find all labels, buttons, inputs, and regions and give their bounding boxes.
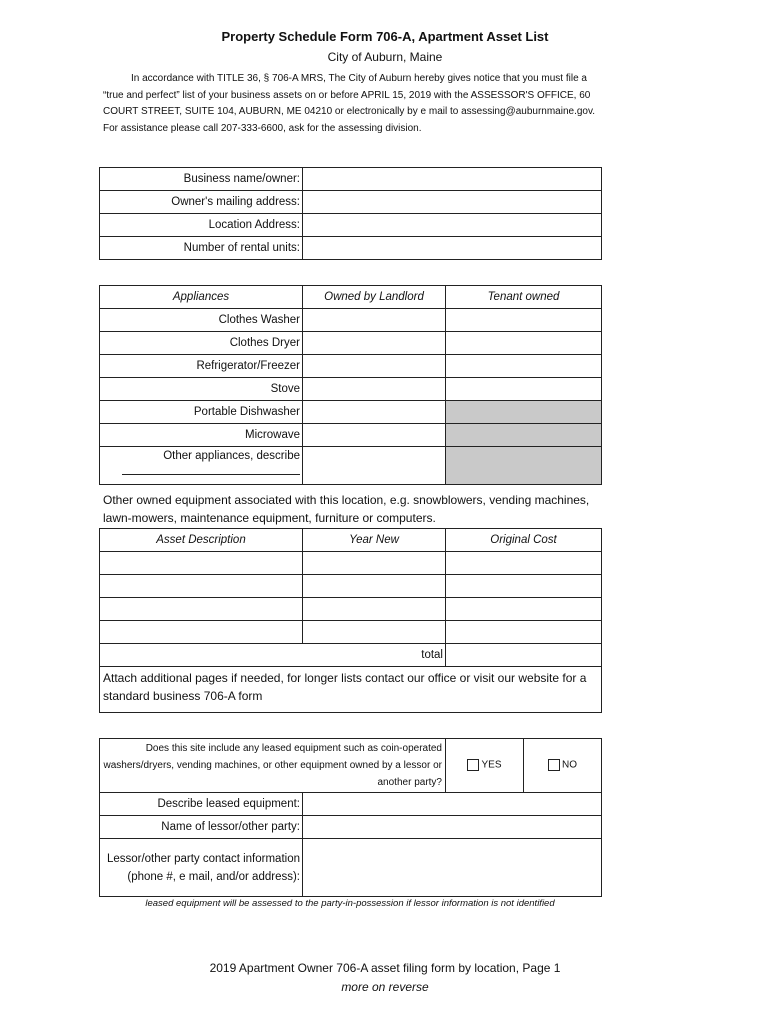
appliance-row (100, 309, 602, 332)
leased-equipment-table (99, 738, 602, 897)
tenant-cell[interactable] (446, 309, 602, 332)
total-label: total (100, 644, 446, 667)
attach-note: Attach additional pages if needed, for longer lists contact our office or visit our website for a standard business 706-A form (100, 667, 602, 713)
equipment-note: Other owned equipment associated with this location, e.g. snowblowers, vending machines, lawn-mowers, maintenance equipment, furniture or computers. (103, 493, 590, 525)
appliance-row (100, 378, 602, 401)
leased-note: leased equipment will be assessed to the party-in-possession if lessor information is not identified (145, 898, 555, 909)
tenant-cell-disabled (446, 447, 602, 485)
appliance-label: Clothes Dryer (100, 332, 303, 355)
equipment-table (99, 528, 602, 713)
no-label: NO (562, 759, 577, 771)
asset-description-cell[interactable] (100, 598, 303, 621)
asset-description-cell[interactable] (100, 552, 303, 575)
appliance-label: Other appliances, describe (163, 450, 300, 462)
tenant-cell[interactable] (446, 332, 602, 355)
lessor-name-row (100, 816, 602, 839)
tenant-cell[interactable] (446, 355, 602, 378)
mailing-address-field[interactable] (303, 191, 602, 214)
location-address-row (100, 214, 602, 237)
location-address-label: Location Address: (100, 214, 303, 237)
describe-leased-label: Describe leased equipment: (100, 793, 303, 816)
leased-question-row (100, 739, 602, 793)
equipment-row (100, 552, 602, 575)
describe-leased-field[interactable] (303, 793, 602, 816)
describe-blank-line[interactable] (102, 464, 300, 480)
tenant-cell-disabled (446, 401, 602, 424)
appliance-row (100, 355, 602, 378)
form-subtitle: City of Auburn, Maine (327, 50, 443, 64)
appliances-header: Appliances (100, 286, 303, 309)
appliance-label: Refrigerator/Freezer (100, 355, 303, 378)
owned-by-landlord-header: Owned by Landlord (303, 286, 446, 309)
tenant-owned-header: Tenant owned (446, 286, 602, 309)
original-cost-cell[interactable] (446, 598, 602, 621)
mailing-address-label: Owner's mailing address: (100, 191, 303, 214)
asset-description-header: Asset Description (100, 529, 303, 552)
lessor-name-label: Name of lessor/other party: (100, 816, 303, 839)
no-option[interactable] (524, 739, 602, 793)
equipment-row (100, 598, 602, 621)
landlord-cell[interactable] (303, 309, 446, 332)
business-name-row (100, 168, 602, 191)
year-new-cell[interactable] (303, 621, 446, 644)
lessor-contact-row (100, 839, 602, 897)
yes-label: YES (481, 759, 502, 771)
total-cost-cell[interactable] (446, 644, 602, 667)
landlord-cell[interactable] (303, 424, 446, 447)
appliance-row (100, 401, 602, 424)
tenant-cell[interactable] (446, 378, 602, 401)
appliance-row-other (100, 447, 602, 485)
no-checkbox[interactable] (548, 759, 560, 771)
business-info-table (99, 167, 602, 260)
footer-title: 2019 Apartment Owner 706-A asset filing form by location, Page 1 (209, 961, 561, 975)
lessor-name-field[interactable] (303, 816, 602, 839)
original-cost-cell[interactable] (446, 575, 602, 598)
landlord-cell[interactable] (303, 378, 446, 401)
rental-units-field[interactable] (303, 237, 602, 260)
equipment-header-row (100, 529, 602, 552)
equipment-row (100, 621, 602, 644)
landlord-cell[interactable] (303, 355, 446, 378)
leased-question: Does this site include any leased equipment such as coin-operated washers/dryers, vending machines, or other equipment owned by a lessor or another party? (100, 739, 446, 793)
location-address-field[interactable] (303, 214, 602, 237)
year-new-cell[interactable] (303, 552, 446, 575)
landlord-cell[interactable] (303, 332, 446, 355)
business-name-label: Business name/owner: (100, 168, 303, 191)
landlord-cell[interactable] (303, 447, 446, 485)
year-new-header: Year New (303, 529, 446, 552)
footer-continued: more on reverse (341, 980, 429, 994)
asset-description-cell[interactable] (100, 621, 303, 644)
yes-option[interactable] (446, 739, 524, 793)
original-cost-cell[interactable] (446, 552, 602, 575)
original-cost-header: Original Cost (446, 529, 602, 552)
equipment-row (100, 575, 602, 598)
tenant-cell-disabled (446, 424, 602, 447)
form-title: Property Schedule Form 706-A, Apartment Asset List (221, 29, 549, 44)
appliance-label: Microwave (100, 424, 303, 447)
describe-leased-row (100, 793, 602, 816)
lessor-contact-label: Lessor/other party contact information (phone #, e mail, and/or address): (100, 839, 303, 897)
yes-checkbox[interactable] (467, 759, 479, 771)
appliance-label: Stove (100, 378, 303, 401)
appliances-header-row (100, 286, 602, 309)
attach-row (100, 667, 602, 713)
year-new-cell[interactable] (303, 598, 446, 621)
rental-units-label: Number of rental units: (100, 237, 303, 260)
appliances-table (99, 285, 602, 485)
original-cost-cell[interactable] (446, 621, 602, 644)
appliance-label: Clothes Washer (100, 309, 303, 332)
total-row (100, 644, 602, 667)
year-new-cell[interactable] (303, 575, 446, 598)
landlord-cell[interactable] (303, 401, 446, 424)
intro-paragraph: In accordance with TITLE 36, § 706-A MRS, The City of Auburn hereby gives notice that you must file a “true and perfect” list of your business assets on or before APRIL 15, 2019 with the ASSESSOR'S OFFICE, 60 COURT STREET, SUITE 104, AUBURN, ME 04210 or electronically by e mail to assessing@auburnmaine.gov. For assistance please call 207-333-6600, ask for the assessing division. (103, 73, 596, 134)
business-name-field[interactable] (303, 168, 602, 191)
rental-units-row (100, 237, 602, 260)
mailing-address-row (100, 191, 602, 214)
appliance-label: Portable Dishwasher (100, 401, 303, 424)
appliance-row (100, 332, 602, 355)
other-appliances-cell[interactable] (100, 447, 303, 485)
asset-description-cell[interactable] (100, 575, 303, 598)
lessor-contact-field[interactable] (303, 839, 602, 897)
appliance-row (100, 424, 602, 447)
